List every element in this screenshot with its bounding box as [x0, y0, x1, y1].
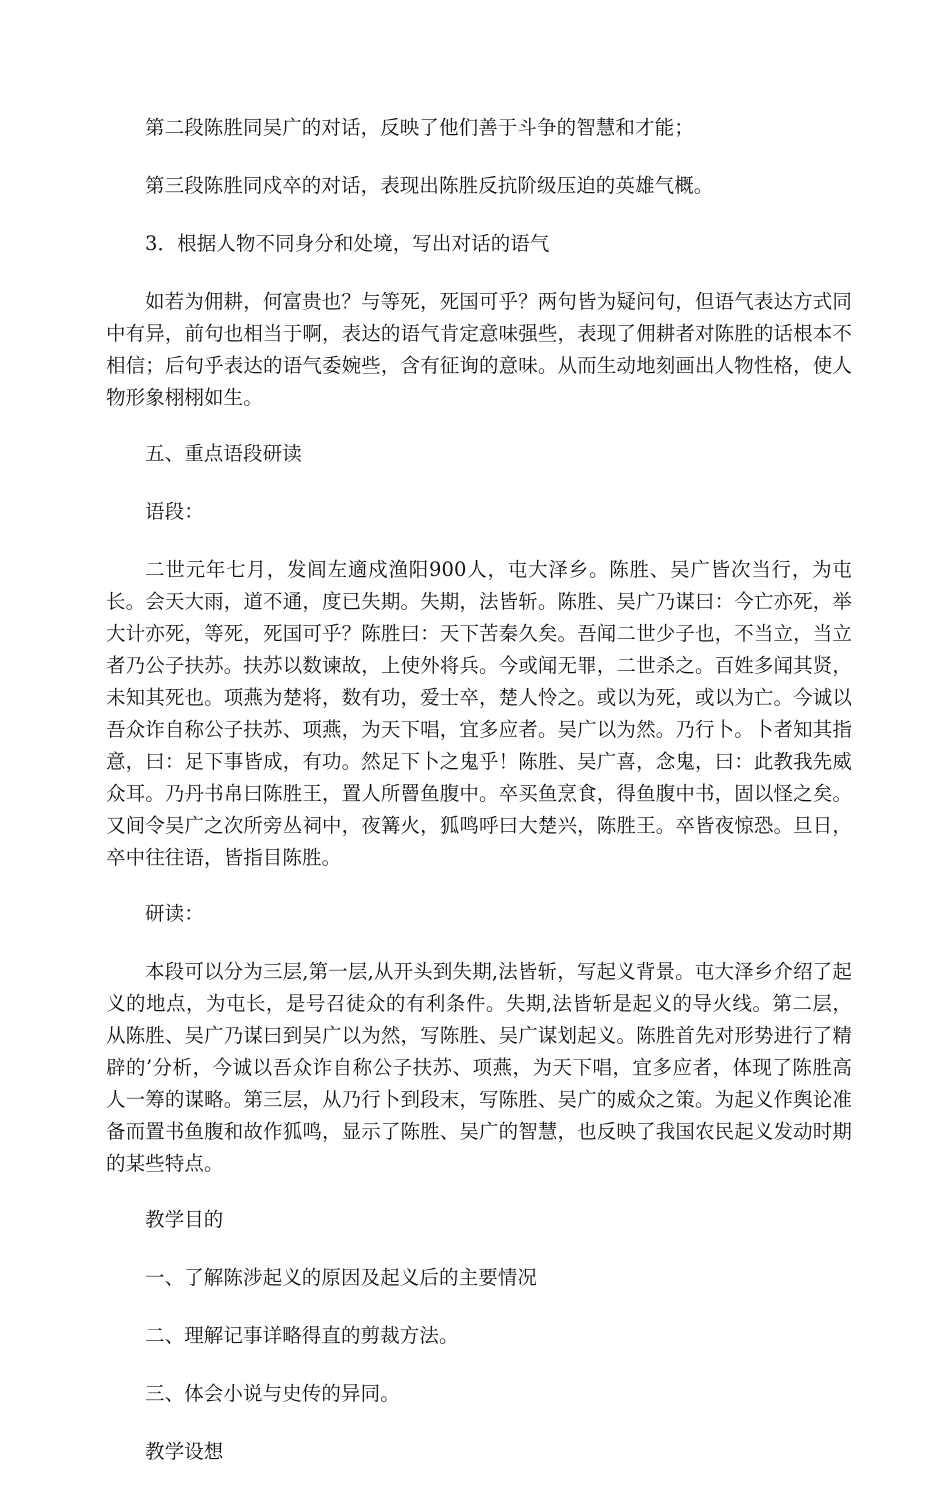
goal-item-1: 一、了解陈涉起义的原因及起义后的主要情况 [145, 1266, 538, 1289]
label-passage: 语段： [145, 500, 204, 523]
goal-item-2: 二、理解记事详略得直的剪裁方法。 [145, 1324, 459, 1347]
paragraph-passage-text: 二世元年七月，发闾左適戍渔阳900人，屯大泽乡。陈胜、吴广皆次当行，为屯长。会天大雨，道不通，度已失期。失期，法皆斩。陈胜、吴广乃谋曰：今亡亦死，举大计亦死，等死，死国可乎？陈胜曰：天下苦秦久矣。吾闻二世少子也，不当立，当立者乃公子扶苏。扶苏以数谏故，上使外将兵。今或闻无罪，二世杀之。百姓多闻其贤，未知其死也。项燕为楚将，数有功，爱士卒，楚人怜之。或以为死，或以为亡。今诚以吾众诈自称公子扶苏、项燕，为天下唱，宜多应者。吴广以为然。乃行卜。卜者知其指意，曰：足下事皆成，有功。然足下卜之鬼乎！陈胜、吴广喜，念鬼，曰：此教我先威众耳。乃丹书帛曰陈胜王，置人所罾鱼腹中。卒买鱼烹食，得鱼腹中书，固以怪之矣。又间令吴广之次所旁丛祠中，夜篝火，狐鸣呼曰大楚兴，陈胜王。卒皆夜惊恐。旦日，卒中往往语，皆指目陈胜。 [106, 558, 852, 869]
document-page [106, 112, 852, 1494]
paragraph-dialogue-second: 第二段陈胜同吴广的对话，反映了他们善于斗争的智慧和才能； [145, 116, 694, 139]
heading-teaching-goals: 教学目的 [145, 1208, 224, 1231]
label-study: 研读： [145, 902, 204, 925]
paragraph-dialogue-third: 第三段陈胜同戍卒的对话，表现出陈胜反抗阶级压迫的英雄气概。 [145, 174, 714, 197]
paragraph-tone-analysis: 如若为佣耕，何富贵也？与等死，死国可乎？两句皆为疑问句，但语气表达方式同中有异，前句也相当于啊，表达的语气肯定意味强些，表现了佣耕者对陈胜的话根本不相信；后句乎表达的语气委婉些，含有征询的意味。从而生动地刻画出人物性格，使人物形象栩栩如生。 [106, 290, 852, 409]
heading-key-passage: 五、重点语段研读 [145, 442, 302, 465]
goal-item-3: 三、体会小说与史传的异同。 [145, 1382, 400, 1405]
heading-teaching-plan: 教学设想 [145, 1440, 224, 1463]
paragraph-study-text: 本段可以分为三层,第一层,从开头到失期,法皆斩，写起义背景。屯大泽乡介绍了起义的地点，为屯长，是号召徒众的有利条件。失期,法皆斩是起义的导火线。第二层，从陈胜、吴广乃谋曰到吴广以为然，写陈胜、吴广谋划起义。陈胜首先对形势进行了精辟的’分析，今诚以吾众诈自称公子扶苏、项燕，为天下唱，宜多应者，体现了陈胜高人一筹的谋略。第三层，从乃行卜到段末，写陈胜、吴广的威众之策。为起义作舆论准备而置书鱼腹和故作狐鸣，显示了陈胜、吴广的智慧，也反映了我国农民起义发动时期的某些特点。 [106, 960, 852, 1175]
heading-tone-of-dialogue: 3．根据人物不同身分和处境，写出对话的语气 [145, 232, 550, 255]
